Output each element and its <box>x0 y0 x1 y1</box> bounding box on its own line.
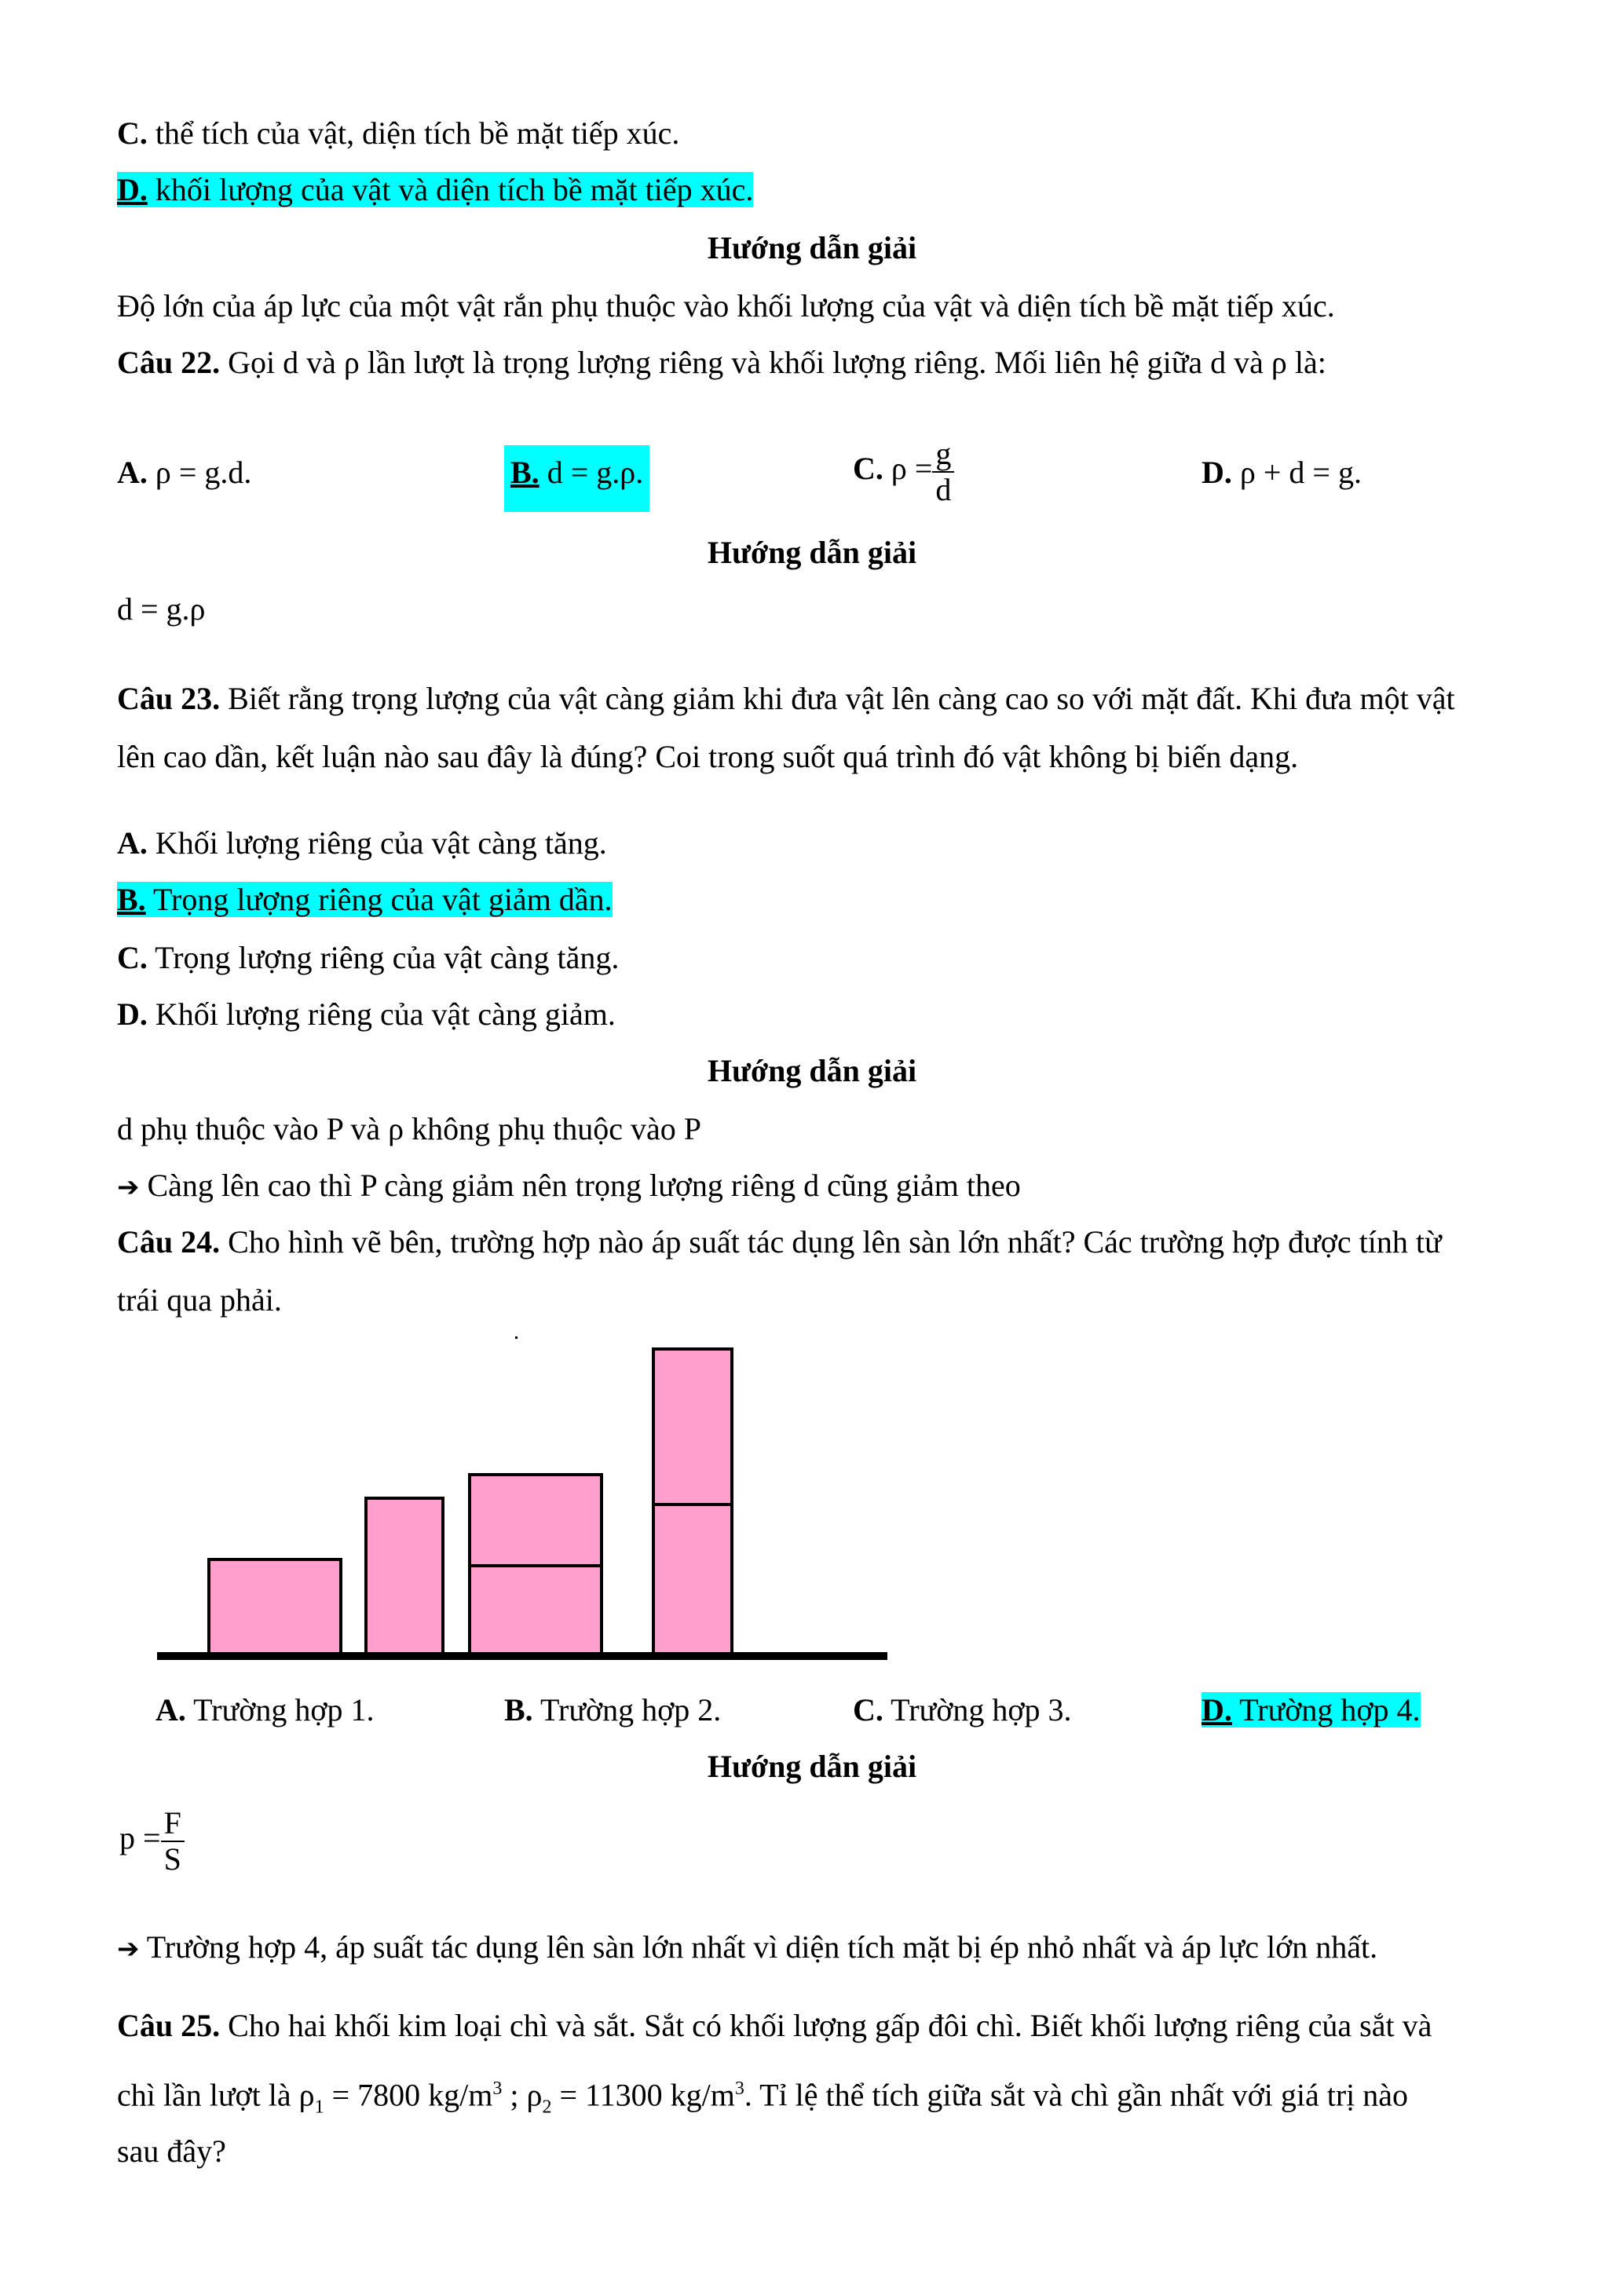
q21-option-c: C. thể tích của vật, diện tích bề mặt tiếp xúc. <box>117 115 680 151</box>
q22-option-c: C. ρ = $\frac{g}{d}$ <box>853 437 954 507</box>
q24-formula: p = $\frac{F}{S}$ <box>119 1806 185 1877</box>
block-case-3-top <box>468 1473 603 1567</box>
block-case-1 <box>207 1558 342 1655</box>
right-arrow-icon: ➔ <box>117 1933 140 1965</box>
q24-option-a: A. Trường hợp 1. <box>155 1692 375 1727</box>
q23-option-c: C. Trọng lượng riêng của vật càng tăng. <box>117 940 620 975</box>
q24-fraction: $\frac{F}{S}$ <box>161 1806 185 1877</box>
q22-guide-title: Hướng dẫn giải <box>707 535 917 570</box>
q25-question-line2: chì lần lượt là $\rho_1 = 7800$ $kg/m^3$ ; $\rho_2 = 11300$ $kg/m^3$. Tỉ lệ thể tích giữa sắt và chì gần nhất với giá trị nào <box>117 2077 1409 2118</box>
block-case-2 <box>364 1497 444 1655</box>
q23-option-a: A. Khối lượng riêng của vật càng tăng. <box>117 825 607 861</box>
q24-option-b: B. Trường hợp 2. <box>504 1692 722 1727</box>
figure-dot <box>515 1336 518 1339</box>
q22-option-b: B. d = g.ρ. <box>504 454 649 492</box>
q23-answer-line1: d phụ thuộc vào P và ρ không phụ thuộc vào P <box>117 1111 701 1146</box>
q21-option-d: D. khối lượng của vật và diện tích bề mặt tiếp xúc. <box>117 172 754 207</box>
block-case-4-top <box>652 1347 733 1506</box>
q22-answer: d = g.ρ <box>117 591 206 627</box>
q24-question-line2: trái qua phải. <box>117 1282 282 1318</box>
q21-guide-title: Hướng dẫn giải <box>707 230 917 265</box>
right-arrow-icon: ➔ <box>117 1172 140 1203</box>
q23-guide-title: Hướng dẫn giải <box>707 1053 917 1088</box>
q25-question-line3: sau đây? <box>117 2133 226 2169</box>
q23-option-d: D. Khối lượng riêng của vật càng giảm. <box>117 996 616 1032</box>
q22-question: Câu 22. Gọi d và ρ lần lượt là trọng lượng riêng và khối lượng riêng. Mối liên hệ giữa d và ρ là: <box>117 345 1326 380</box>
block-case-3-bottom <box>468 1564 603 1655</box>
floor-line <box>157 1652 887 1660</box>
q23-question-line1: Câu 23. Biết rằng trọng lượng của vật càng giảm khi đưa vật lên càng cao so với mặt đất. Khi đưa một vật <box>117 681 1455 716</box>
q23-option-b: B. Trọng lượng riêng của vật giảm dần. <box>117 882 613 917</box>
q22-option-d: D. ρ + d = g. <box>1202 455 1362 490</box>
q22-option-a: A. ρ = g.d. <box>117 455 252 490</box>
q23-question-line2: lên cao dần, kết luận nào sau đây là đúng? Coi trong suốt quá trình đó vật không bị biến dạng. <box>117 739 1299 774</box>
q23-answer-line2: ➔ Càng lên cao thì P càng giảm nên trọng lượng riêng d cũng giảm theo <box>117 1168 1021 1203</box>
block-case-4-bottom <box>652 1503 733 1655</box>
q24-question-line1: Câu 24. Cho hình vẽ bên, trường hợp nào áp suất tác dụng lên sàn lớn nhất? Các trường hợp được tính từ <box>117 1224 1442 1260</box>
q24-guide-title: Hướng dẫn giải <box>707 1749 917 1784</box>
q21-answer: Độ lớn của áp lực của một vật rắn phụ thuộc vào khối lượng của vật và diện tích bề mặt tiếp xúc. <box>117 288 1335 324</box>
q24-option-c: C. Trường hợp 3. <box>853 1692 1072 1727</box>
q24-answer: ➔ Trường hợp 4, áp suất tác dụng lên sàn lớn nhất vì diện tích mặt bị ép nhỏ nhất và áp lực lớn nhất. <box>117 1929 1378 1965</box>
q22-fraction: $\frac{g}{d}$ <box>932 437 954 507</box>
q25-question-line1: Câu 25. Cho hai khối kim loại chì và sắt. Sắt có khối lượng gấp đôi chì. Biết khối lượng riêng của sắt và <box>117 2008 1432 2043</box>
q24-option-d: D. Trường hợp 4. <box>1202 1692 1421 1727</box>
